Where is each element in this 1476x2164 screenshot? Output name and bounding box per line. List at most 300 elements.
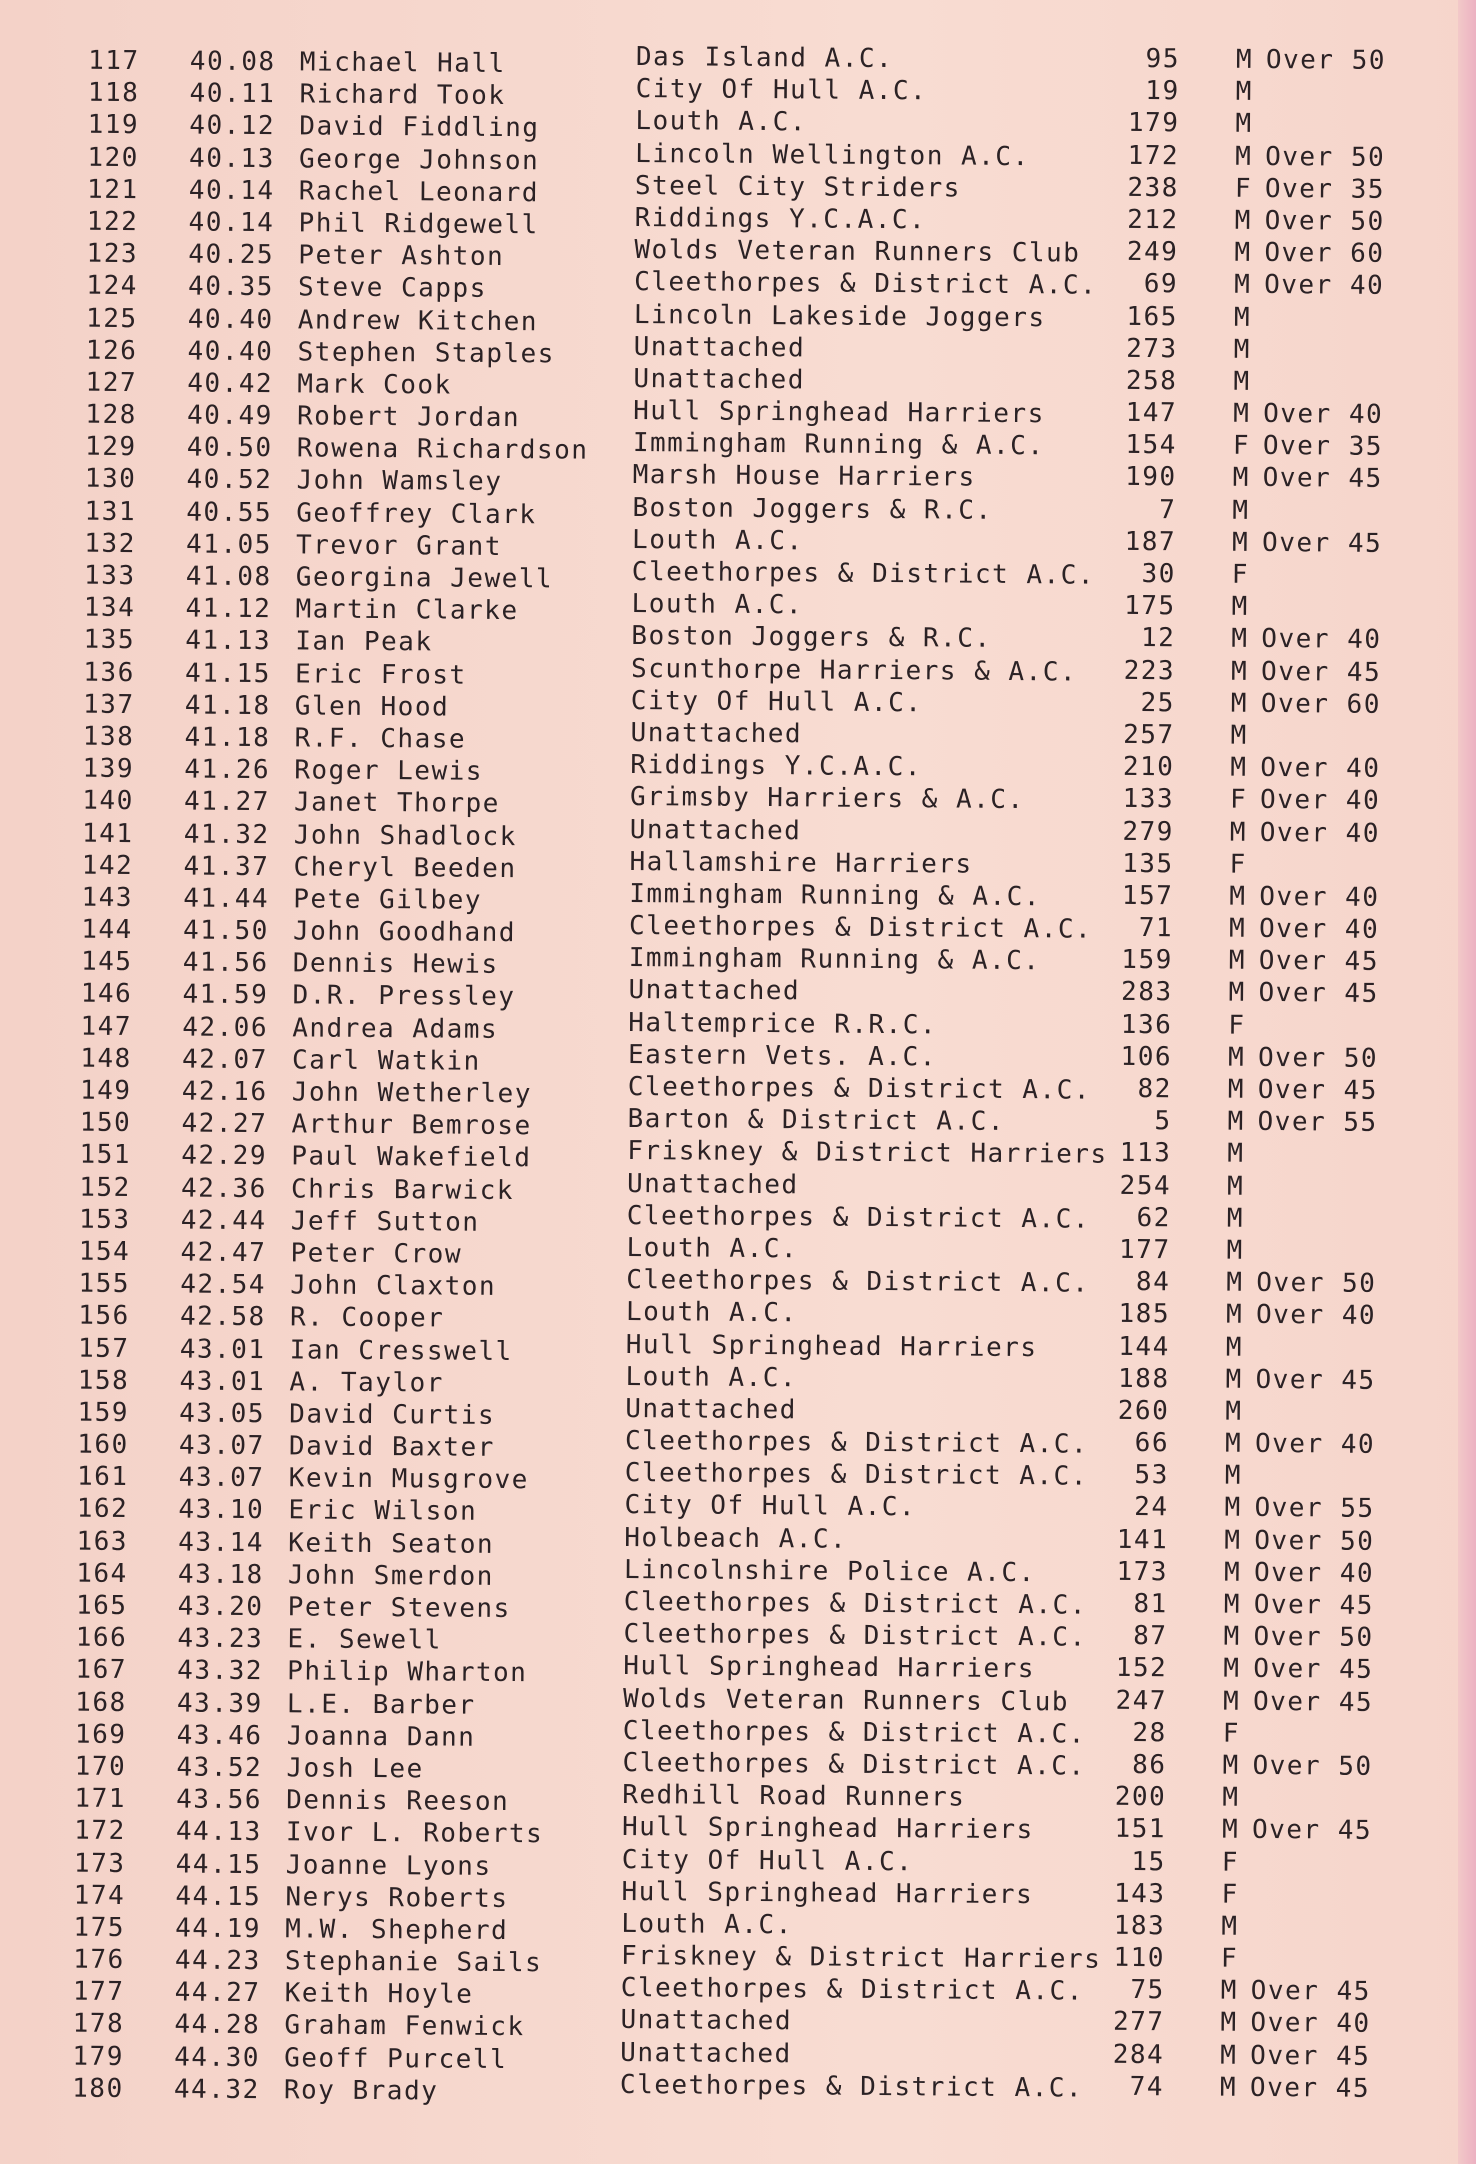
results-table [0,41,1476,2116]
sex-cell: M [1224,1428,1243,1459]
position-cell: 163 [76,1526,129,1557]
race-number: 188 [1117,1363,1170,1394]
race-number: 154 [1125,430,1178,461]
age-category: Over 50 [1254,1525,1375,1557]
sex-cell: F [1232,430,1251,462]
race-number: 144 [1118,1331,1170,1362]
race-number: 165 [1126,301,1179,332]
time-cell: 43.07 [178,1430,265,1462]
race-number: 136 [1120,1009,1173,1040]
club-name: Cleethorpes & District A.C. [631,556,1096,591]
time-cell: 42.58 [179,1301,266,1333]
position-cell: 140 [82,785,134,817]
time-cell: 40.40 [187,336,274,367]
position-cell: 135 [83,625,136,656]
sex-cell: M [1234,237,1252,268]
position-cell: 148 [80,1043,132,1074]
runner-name: Andrew Kitchen [297,304,539,337]
race-number: 283 [1121,977,1173,1008]
runner-name: Peter Ashton [298,240,505,273]
runner-name: John Shadlock [293,819,517,852]
time-cell: 41.05 [185,529,272,560]
runner-name: Chris Barwick [290,1173,515,1206]
position-cell: 180 [72,2073,124,2104]
race-number: 179 [1127,108,1180,139]
runner-name: D.R. Pressley [292,980,516,1013]
position-cell: 177 [72,1976,125,2008]
sex-cell: M [1228,945,1247,977]
race-number: 30 [1141,558,1176,590]
race-number: 15 [1131,1846,1166,1877]
runner-name: Stephen Staples [297,337,556,370]
position-cell: 129 [84,431,137,463]
age-category: Over 55 [1257,1107,1378,1139]
sex-cell: M [1222,1750,1240,1781]
position-cell: 149 [79,1075,132,1107]
position-cell: 125 [85,303,138,334]
club-name: Redhill Road Runners [622,1780,966,1813]
runner-name: Peter Stevens [287,1592,511,1625]
time-cell: 43.01 [179,1333,266,1365]
time-cell: 42.29 [181,1140,268,1172]
runner-name: Rachel Leonard [298,176,540,208]
time-cell: 40.49 [186,400,273,432]
race-number: 210 [1122,751,1175,783]
position-cell: 179 [72,2041,125,2072]
club-name: Riddings Y.C.A.C. [630,750,923,783]
club-name: City Of Hull A.C. [621,1844,914,1877]
age-category: Over 40 [1263,398,1384,430]
position-cell: 171 [74,1783,127,1815]
sex-cell: M [1227,1139,1245,1170]
time-cell: 43.05 [179,1398,266,1429]
sex-cell: M [1226,1171,1245,1202]
position-cell: 156 [78,1300,130,1332]
time-cell: 44.15 [175,1848,262,1880]
time-cell: 44.27 [174,1977,261,2009]
time-cell: 40.13 [188,143,276,174]
race-number: 110 [1113,1942,1166,1974]
sex-cell: M [1228,978,1246,1009]
race-number: 238 [1127,172,1180,204]
club-name: Cleethorpes & District A.C. [623,1586,1088,1621]
age-category: Over 40 [1264,270,1385,302]
time-cell: 40.55 [186,497,273,528]
runner-name: John Wetherley [291,1077,533,1110]
sex-cell: M [1223,1654,1241,1685]
sex-cell: M [1229,881,1247,912]
time-cell: 41.12 [185,593,272,625]
race-number: 183 [1113,1910,1166,1942]
position-cell: 159 [77,1397,130,1428]
race-number: 147 [1125,397,1178,429]
runner-name: John Goodhand [292,916,517,949]
position-cell: 168 [75,1687,127,1718]
club-name: Cleethorpes & District A.C. [624,1426,1089,1460]
runner-name: Joanne Lyons [285,1849,492,1882]
runner-name: David Curtis [289,1399,496,1431]
sex-cell: M [1223,1589,1242,1620]
club-name: Unattached [633,363,806,396]
runner-name: Stephanie Sails [284,1946,543,1979]
time-cell: 40.08 [189,46,276,78]
sex-cell: F [1221,1847,1240,1878]
age-category: Over 45 [1257,1074,1379,1106]
sex-cell: M [1230,752,1248,783]
page-edge [1458,0,1476,2164]
sex-cell: M [1232,463,1250,494]
runner-name: Carl Watkin [291,1045,481,1077]
runner-name: Roger Lewis [294,755,484,787]
race-number: 157 [1121,880,1174,912]
race-number: 187 [1124,526,1177,558]
sex-cell: F [1220,1943,1239,1974]
race-number: 273 [1126,333,1178,364]
race-number: 66 [1134,1428,1170,1459]
race-number: 69 [1143,269,1179,300]
sex-cell: M [1235,141,1253,172]
club-name: Barton & District A.C. [627,1104,1006,1138]
club-name: Wolds Veteran Runners Club [634,235,1081,269]
club-name: Immingham Running & A.C. [628,943,1041,977]
sex-cell: M [1220,2008,1238,2039]
club-name: Cleethorpes & District A.C. [622,1715,1087,1750]
club-name: Boston Joggers & R.C. [631,621,992,655]
sex-cell: F [1228,1010,1246,1041]
time-cell: 43.10 [178,1494,265,1526]
time-cell: 43.23 [177,1623,264,1655]
time-cell: 43.18 [177,1559,264,1590]
club-name: Lincolnshire Police A.C. [623,1554,1036,1588]
runner-name: Robert Jordan [296,401,521,434]
race-number: 143 [1113,1878,1166,1909]
club-name: Louth A.C. [625,1297,798,1329]
time-cell: 42.27 [181,1108,268,1140]
runner-name: David Baxter [288,1431,495,1463]
time-cell: 41.26 [184,754,271,786]
position-cell: 127 [85,367,138,398]
club-name: Hull Springhead Harriers [625,1329,1038,1363]
club-name: Louth A.C. [625,1361,798,1393]
sex-cell: M [1232,495,1250,526]
sex-cell: M [1233,334,1251,365]
sex-cell: F [1229,849,1247,880]
club-name: Unattached [630,717,803,750]
age-category: Over 35 [1262,431,1384,463]
time-cell: 40.12 [189,110,276,142]
runner-name: Keith Seaton [288,1527,495,1560]
time-cell: 42.06 [182,1012,269,1043]
age-category: Over 45 [1252,1686,1374,1718]
runner-name: Pete Gilbey [293,884,483,916]
runner-name: Ian Cresswell [289,1334,513,1367]
club-name: Immingham Running & A.C. [629,878,1042,913]
position-cell: 160 [77,1429,129,1461]
time-cell: 41.32 [183,818,270,850]
position-cell: 121 [87,174,139,205]
time-cell: 41.27 [183,786,270,818]
runner-name: R.F. Chase [294,723,467,755]
club-name: Lincoln Lakeside Joggers [633,299,1046,333]
club-name: Cleethorpes & District A.C. [624,1458,1089,1492]
race-number: 172 [1127,140,1180,171]
position-cell: 157 [77,1333,130,1364]
runner-name: Joanna Dann [286,1721,476,1753]
time-cell: 42.47 [180,1237,267,1269]
club-name: Unattached [620,2037,792,2069]
race-number: 277 [1112,2007,1165,2038]
club-name: Unattached [628,975,801,1007]
age-category: Over 45 [1249,2072,1371,2104]
race-number: 133 [1122,784,1175,815]
position-cell: 176 [73,1944,125,1976]
runner-name: Graham Fenwick [284,2010,525,2043]
age-category: Over 50 [1253,1622,1374,1654]
time-cell: 41.18 [184,690,271,721]
time-cell: 44.15 [175,1881,262,1912]
club-name: Louth A.C. [621,1908,793,1941]
age-category: Over 45 [1253,1589,1374,1621]
age-category: Over 45 [1250,2040,1371,2072]
position-cell: 126 [85,335,138,366]
sex-cell: M [1223,1621,1241,1652]
runner-name: A. Taylor [289,1367,445,1399]
time-cell: 40.42 [187,368,274,400]
race-number: 185 [1118,1299,1171,1330]
time-cell: 42.36 [180,1173,267,1204]
runner-name: Ian Peak [295,626,433,658]
time-cell: 43.07 [178,1462,265,1494]
age-category: Over 40 [1258,913,1380,945]
runner-name: Arthur Bemrose [291,1109,532,1142]
sex-cell: M [1225,1364,1243,1395]
race-number: 260 [1117,1395,1170,1427]
age-category: Over 45 [1250,1976,1371,2008]
sex-cell: M [1223,1557,1242,1588]
time-cell: 40.11 [189,78,276,110]
time-cell: 41.08 [185,561,272,593]
time-cell: 40.14 [188,175,275,206]
time-cell: 41.18 [184,722,271,754]
club-name: Steel City Striders [634,170,961,204]
position-cell: 122 [86,206,139,238]
position-cell: 117 [88,45,140,77]
sex-cell: F [1234,173,1253,204]
position-cell: 178 [72,2009,125,2040]
position-cell: 173 [73,1848,126,1879]
club-name: Immingham Running & A.C. [632,428,1045,462]
sex-cell: M [1226,1267,1244,1298]
club-name: City Of Hull A.C. [635,74,928,107]
sex-cell: M [1233,302,1252,333]
time-cell: 43.46 [176,1720,263,1751]
age-category: Over 55 [1254,1493,1375,1525]
club-name: Hull Springhead Harriers [621,1812,1034,1846]
position-cell: 170 [74,1751,127,1782]
club-name: Grimsby Harriers & A.C. [629,782,1025,816]
runner-name: R. Cooper [289,1302,445,1334]
club-name: Hull Springhead Harriers [623,1651,1036,1685]
sex-cell: M [1227,1106,1245,1137]
club-name: Marsh House Harriers [632,460,976,494]
position-cell: 161 [76,1461,129,1493]
position-cell: 124 [86,270,138,302]
race-number: 82 [1137,1073,1172,1105]
club-name: Haltemprice R.R.C. [628,1007,938,1041]
club-name: Louth A.C. [631,589,804,621]
race-number: 12 [1140,623,1176,654]
position-cell: 142 [81,850,134,881]
age-category: Over 50 [1265,44,1387,76]
runner-name: Michael Hall [299,47,506,79]
runner-name: Philip Wharton [287,1656,528,1689]
age-category: Over 60 [1264,238,1385,270]
club-name: Hallamshire Harriers [629,846,973,880]
club-name: Cleethorpes & District A.C. [619,2069,1084,2104]
position-cell: 169 [74,1719,127,1750]
runner-name: Andrea Adams [292,1012,499,1045]
sex-cell: M [1225,1396,1243,1427]
time-cell: 42.54 [180,1269,267,1301]
position-cell: 118 [87,77,140,109]
age-category: Over 45 [1260,656,1382,688]
club-name: Holbeach A.C. [624,1522,848,1555]
sex-cell: M [1220,2040,1238,2071]
runner-name: Dennis Hewis [292,948,499,981]
age-category: Over 40 [1261,624,1382,656]
time-cell: 44.32 [173,2074,260,2105]
club-name: Lincoln Wellington A.C. [635,138,1030,172]
age-category: Over 40 [1255,1300,1377,1332]
runner-name: Eric Frost [294,658,467,691]
position-cell: 150 [79,1107,132,1139]
club-name: Cleethorpes & District A.C. [628,911,1093,945]
time-cell: 42.44 [180,1205,267,1236]
runner-name: John Smerdon [287,1560,494,1592]
time-cell: 41.50 [182,915,269,947]
race-number: 84 [1135,1267,1171,1298]
age-category: Over 40 [1253,1557,1375,1589]
sex-cell: F [1222,1718,1241,1749]
time-cell: 42.16 [181,1076,268,1108]
time-cell: 44.13 [175,1816,262,1848]
race-number: 152 [1115,1653,1168,1684]
age-category: Over 40 [1259,881,1380,913]
age-category: Over 45 [1251,1815,1373,1847]
club-name: Cleethorpes & District A.C. [620,1973,1084,2007]
race-number: 223 [1123,655,1176,686]
race-number: 113 [1119,1138,1172,1169]
position-cell: 155 [78,1268,131,1300]
sex-cell: M [1228,913,1247,944]
runner-name: Cheryl Beeden [293,852,517,884]
sex-cell: M [1219,2072,1238,2103]
position-cell: 153 [78,1204,131,1235]
sex-cell: M [1225,1332,1244,1363]
position-cell: 133 [83,560,136,592]
position-cell: 138 [82,721,135,753]
sex-cell: M [1224,1493,1242,1524]
sex-cell: M [1220,1975,1239,2007]
club-name: Louth A.C. [632,524,804,557]
race-number: 190 [1125,462,1177,493]
club-name: Unattached [629,814,802,846]
club-name: Unattached [633,331,806,364]
position-cell: 158 [77,1365,130,1396]
sex-cell: M [1229,817,1248,848]
age-category: Over 40 [1250,2008,1371,2040]
sex-cell: M [1222,1782,1240,1813]
race-number: 7 [1159,494,1177,525]
position-cell: 131 [84,496,137,527]
club-name: City Of Hull A.C. [630,685,923,719]
race-number: 19 [1145,76,1180,107]
club-name: Hull Springhead Harriers [633,396,1045,430]
runner-name: Ivor L. Roberts [285,1817,544,1850]
club-name: Das Island A.C. [635,41,894,75]
time-cell: 43.32 [177,1655,264,1687]
runner-name: John Claxton [290,1270,497,1303]
runner-name: George Johnson [298,143,540,176]
runner-name: Geoffrey Clark [296,497,537,530]
sex-cell: M [1221,1911,1239,1942]
position-cell: 134 [83,592,136,624]
club-name: Scunthorpe Harriers & A.C. [630,653,1078,688]
runner-name: Glen Hood [294,691,450,723]
sex-cell: M [1227,1074,1246,1105]
sex-cell: M [1233,398,1251,429]
position-cell: 166 [75,1622,128,1654]
age-category: Over 35 [1264,173,1386,205]
position-cell: 146 [80,979,133,1010]
race-number: 177 [1118,1234,1171,1266]
position-cell: 145 [80,946,133,978]
age-category: Over 40 [1259,785,1381,817]
age-category: Over 40 [1254,1428,1376,1460]
race-number: 254 [1119,1170,1172,1201]
age-category: Over 45 [1258,946,1380,978]
position-cell: 130 [84,464,137,495]
sex-cell: M [1222,1686,1241,1717]
club-name: Hull Springhead Harriers [621,1876,1034,1910]
sex-cell: M [1224,1525,1242,1556]
time-cell: 41.56 [182,947,269,979]
sex-cell: M [1230,688,1249,719]
runner-name: Rowena Richardson [296,433,589,466]
race-number: 53 [1134,1460,1169,1491]
time-cell: 40.35 [187,271,274,303]
position-cell: 136 [83,657,135,688]
position-cell: 143 [81,882,134,913]
runner-name: David Fiddling [299,111,540,144]
sex-cell: M [1231,624,1249,655]
age-category: Over 40 [1260,753,1381,784]
runner-name: Martin Clarke [295,594,519,627]
position-cell: 119 [87,110,140,141]
runner-name: Kevin Musgrove [288,1463,530,1496]
position-cell: 132 [84,528,136,559]
time-cell: 43.20 [177,1591,264,1623]
position-cell: 128 [85,399,137,431]
race-number: 257 [1123,719,1175,751]
club-name: Wolds Veteran Runners Club [622,1683,1070,1718]
runner-name: L.E. Barber [286,1688,476,1721]
race-number: 62 [1136,1202,1171,1233]
time-cell: 43.56 [176,1784,263,1816]
club-name: Friskney & District Harriers [627,1136,1108,1171]
race-number: 25 [1140,687,1175,718]
sex-cell: M [1233,366,1251,397]
